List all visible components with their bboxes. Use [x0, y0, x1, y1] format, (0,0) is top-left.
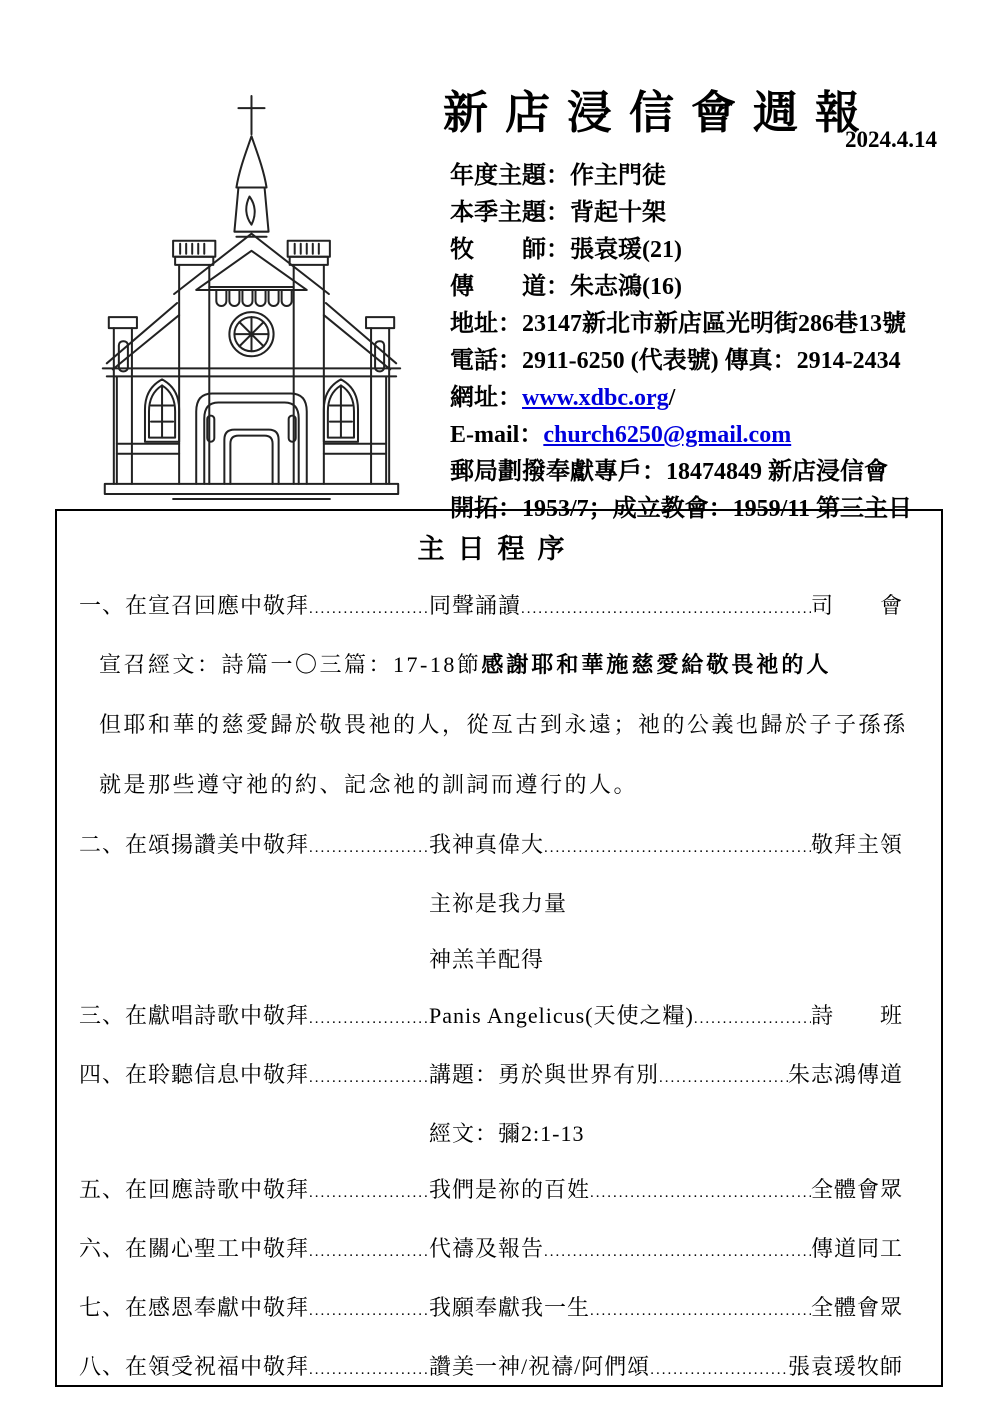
email-link[interactable]: church6250@gmail.com	[543, 422, 792, 448]
row-by: 敬拜主領	[810, 832, 903, 857]
program-row-3	[79, 1001, 903, 1034]
row-left: 四、在聆聽信息中敬拜	[79, 1062, 310, 1087]
page-title: 新店浸信會週報	[443, 88, 878, 139]
scripture-reference: 宣召經文：詩篇一〇三篇：17-18節	[99, 652, 482, 677]
row-item: 同聲誦讀	[429, 593, 522, 618]
scripture-text-line-1: 但耶和華的慈愛歸於敬畏祂的人，從亙古到永遠；祂的公義也歸於子子孫孫	[99, 712, 908, 737]
website-label: 網址：	[450, 385, 522, 411]
leader-dots	[521, 591, 811, 624]
year-theme: 年度主題：作主門徒	[450, 163, 666, 189]
row-left: 三、在獻唱詩歌中敬拜	[79, 1003, 310, 1028]
row-item: 我神真偉大	[429, 832, 545, 857]
leader-dots	[590, 1175, 811, 1208]
program-box	[55, 509, 943, 1387]
leader-dots	[309, 591, 429, 624]
email-line	[450, 417, 950, 454]
leader-dots	[309, 1060, 429, 1093]
row-by: 傳道同工	[810, 1236, 903, 1261]
program-title: 主日程序	[417, 534, 578, 564]
row-left: 一、在宣召回應中敬拜	[79, 593, 310, 618]
row-item: 代禱及報告	[429, 1236, 545, 1261]
leader-dots	[544, 830, 811, 863]
pastor-line: 牧 師：張袁瑗(21)	[450, 237, 682, 263]
founded-line: 開拓：1953/7；成立教會：1959/11 第三主日	[450, 496, 913, 522]
leader-dots	[694, 1001, 811, 1034]
website-link[interactable]: www.xdbc.org	[522, 385, 669, 411]
program-row-4	[79, 1060, 903, 1093]
row-item: Panis Angelicus(天使之糧)	[429, 1003, 694, 1028]
leader-dots	[659, 1060, 788, 1093]
row-left: 五、在回應詩歌中敬拜	[79, 1177, 310, 1202]
leader-dots	[650, 1352, 788, 1385]
row-by: 詩 班	[810, 1003, 903, 1028]
leader-dots	[544, 1234, 811, 1267]
leader-dots	[309, 1175, 429, 1208]
row-item: 讚美一神/祝禱/阿們頌	[429, 1354, 651, 1379]
program-row-2-song-2	[79, 889, 903, 919]
quarter-theme: 本季主題：背起十架	[450, 200, 666, 226]
song-title: 神羔羊配得	[429, 947, 545, 972]
leader-dots	[309, 830, 429, 863]
song-title: 主祢是我力量	[429, 891, 568, 916]
address-line: 地址：23147新北市新店區光明街286巷13號	[450, 311, 906, 337]
church-illustration	[78, 90, 430, 504]
email-label: E-mail：	[450, 422, 544, 448]
row-left: 六、在關心聖工中敬拜	[79, 1236, 310, 1261]
row-item: 我願奉獻我一生	[429, 1295, 591, 1320]
program-row-8	[79, 1352, 903, 1385]
row-left: 二、在頌揚讚美中敬拜	[79, 832, 310, 857]
row-item: 講題：勇於與世界有別	[429, 1062, 660, 1087]
program-row-2-song-3	[79, 945, 903, 975]
leader-dots	[309, 1001, 429, 1034]
row-by: 全體會眾	[810, 1295, 903, 1320]
website-line	[450, 380, 950, 417]
row-by: 張袁瑗牧師	[787, 1354, 903, 1379]
cross-icon	[238, 96, 264, 134]
scripture-theme: 感謝耶和華施慈愛給敬畏祂的人	[481, 652, 832, 677]
row-left: 七、在感恩奉獻中敬拜	[79, 1295, 310, 1320]
postal-account-line: 郵局劃撥奉獻專戶：18474849 新店浸信會	[450, 459, 888, 485]
program-row-6	[79, 1234, 903, 1267]
leader-dots	[309, 1352, 429, 1385]
program-row-1	[79, 591, 903, 624]
church-info	[450, 158, 950, 528]
row-by: 朱志鴻傳道	[787, 1062, 903, 1087]
sermon-scripture	[79, 1119, 903, 1149]
row-item: 我們是祢的百姓	[429, 1177, 591, 1202]
program-row-7	[79, 1293, 903, 1326]
leader-dots	[309, 1234, 429, 1267]
row-by: 司 會	[810, 593, 903, 618]
scripture-text-line-2: 就是那些遵守祂的約、記念祂的訓詞而遵行的人。	[99, 772, 639, 797]
phone-fax-line: 電話：2911-6250 (代表號) 傳真：2914-2434	[450, 348, 901, 374]
row-left: 八、在領受祝福中敬拜	[79, 1354, 310, 1379]
sermon-scripture-ref: 經文：彌2:1-13	[429, 1121, 585, 1146]
leader-dots	[590, 1293, 811, 1326]
minister-line: 傳 道：朱志鴻(16)	[450, 274, 682, 300]
issue-date: 2024.4.14	[845, 127, 937, 152]
website-suffix: /	[668, 385, 676, 411]
program-row-2	[79, 830, 903, 863]
leader-dots	[309, 1293, 429, 1326]
row-by: 全體會眾	[810, 1177, 903, 1202]
call-scripture-ref	[79, 650, 903, 680]
program-row-5	[79, 1175, 903, 1208]
